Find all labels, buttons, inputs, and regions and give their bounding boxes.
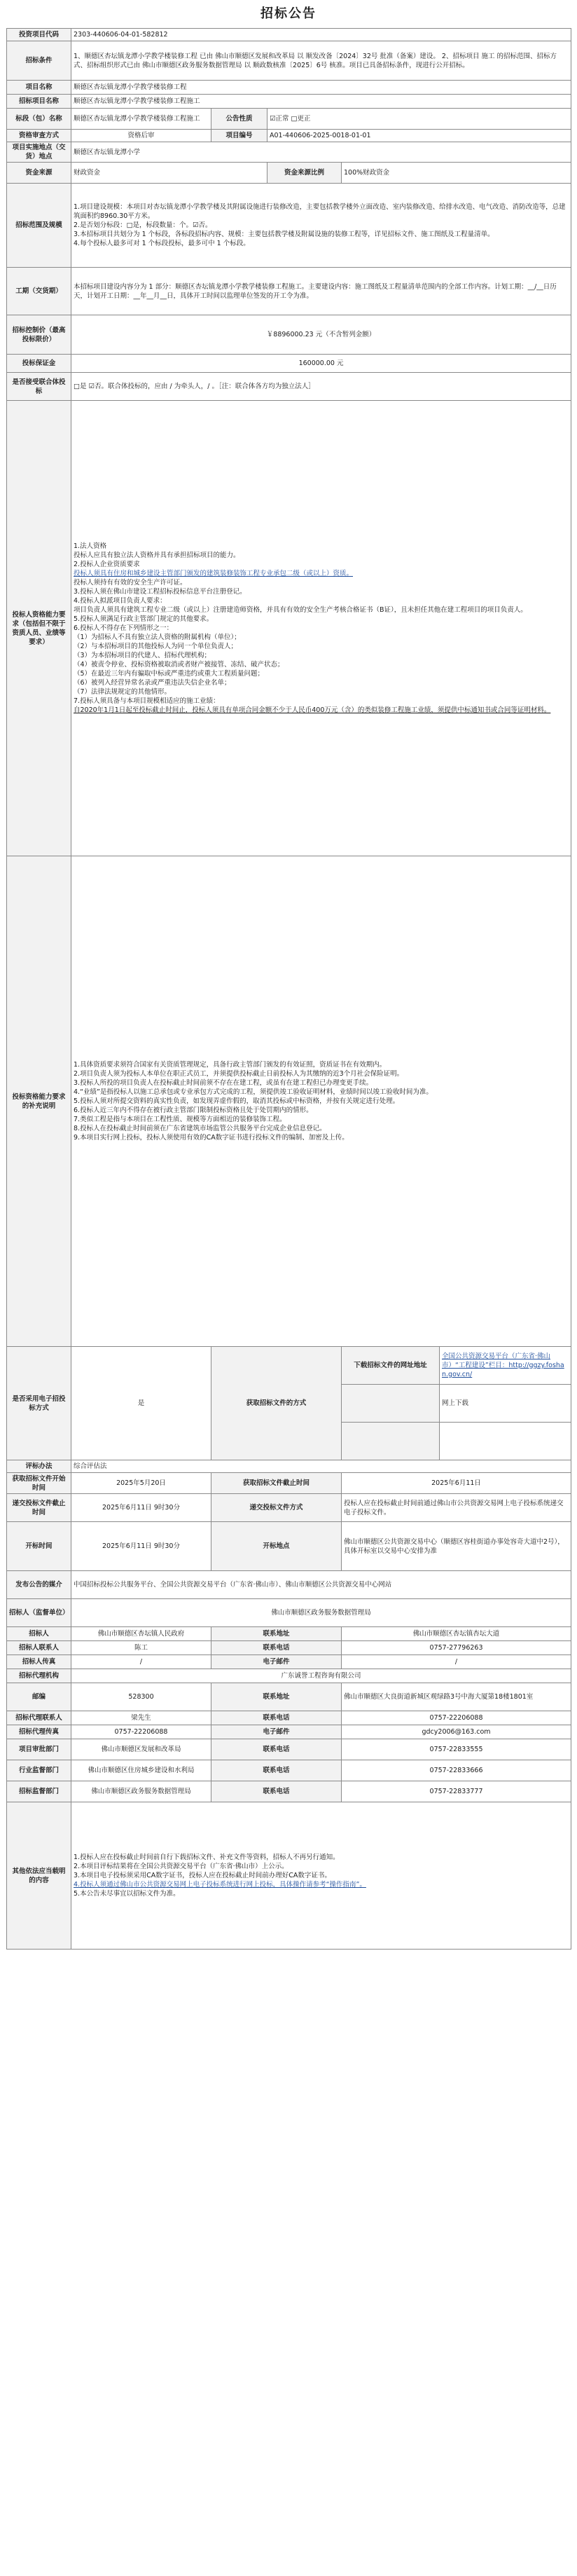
supplement-line: 7.类似工程是指与本项目在工程性质、规模等方面相近的装修装饰工程。	[74, 1116, 286, 1123]
row-tender-conditions	[7, 41, 571, 81]
qualification-line: （6）被列入经营异常名录或严重违法失信企业名单；	[74, 679, 231, 687]
opening-place-value: 佛山市顺德区公共资源交易中心（顺德区容桂街道办事处容奇大道中2号），具体开标室以交易中心安排为准	[342, 1522, 571, 1571]
tenderer-address-label: 联系地址	[211, 1627, 342, 1641]
qualification-line: （7）法律法规规定的其他情形。	[74, 688, 172, 696]
location-label: 项目实施地点（交货）地点	[7, 142, 71, 163]
qualification-line: （5）在最近三年内有骗取中标或严重违约或重大工程质量问题；	[74, 670, 265, 678]
scope-line: 1.项目建设规模：本项目对杏坛镇龙潭小学教学楼及其附属设施进行装修改造，主要包括教学楼外立面改造、室内装修改造、给排水改造、电气改造、消防改造等，总建筑面积约8960.30平方米。	[74, 203, 566, 220]
notice-table	[6, 28, 571, 1950]
row-opening	[7, 1522, 571, 1571]
agency-value: 广东诚誉工程咨询有限公司	[71, 1669, 571, 1683]
industry-phone-label: 联系电话	[211, 1760, 342, 1781]
opening-time-label: 开标时间	[7, 1522, 71, 1571]
agency-fax-label: 招标代理传真	[7, 1725, 71, 1739]
row-agency-header	[7, 1669, 571, 1683]
agency-fax-value: 0757-22206088	[71, 1725, 211, 1739]
electronic-label: 是否采用电子招投标方式	[7, 1347, 71, 1460]
supplement-line: 9.本项目实行网上投标，投标人须使用有效的CA数字证书进行投标文件的编制、加密及上传。	[74, 1134, 349, 1142]
qualification-line: 5.投标人须满足行政主管部门规定的其他要求。	[74, 615, 214, 623]
tender-project-name-label: 招标项目名称	[7, 95, 71, 109]
row-tenderer-fax	[7, 1655, 571, 1669]
schedule-label: 工期（交货期）	[7, 268, 71, 315]
submit-method-label: 递交投标文件方式	[211, 1494, 342, 1522]
submit-method-value: 投标人应在投标截止时间前通过佛山市公共资源交易网上电子投标系统递交电子投标文件。	[342, 1494, 571, 1522]
funds-ratio-value: 100%财政资金	[342, 163, 571, 184]
obtain-end-label: 获取招标文件截止时间	[211, 1473, 342, 1494]
agency-postcode-label: 邮编	[7, 1683, 71, 1711]
scope-line: 3.本招标项目共划分为 1 个标段，各标段招标内容、规模：主要包括教学楼及附属设施的装修工程等，详见招标文件、施工图纸及工程量清单。	[74, 231, 494, 238]
agency-phone-value: 0757-22206088	[342, 1711, 571, 1725]
qualification-line: （1）为招标人不具有独立法人资格的附属机构（单位）；	[74, 633, 241, 641]
row-project-code	[7, 29, 571, 41]
row-scope	[7, 184, 571, 268]
supplement-line: 4.“业绩”是指投标人以施工总承包或专业承包方式完成的工程，须提供竣工验收证明材料，业绩时间以竣工验收时间为准。	[74, 1088, 433, 1096]
scope-line: 2.是否划分标段：□是，标段数量：个。☑否。	[74, 221, 212, 229]
tender-conditions-label: 招标条件	[7, 41, 71, 81]
other-line: 1.投标人应在投标截止时间前自行下载招标文件、补充文件等资料，招标人不再另行通知。	[74, 1854, 340, 1861]
agency-email-value: gdcy2006@163.com	[342, 1725, 571, 1739]
deadline-value: 2025年6月11日 9时30分	[71, 1494, 211, 1522]
notice-nature-label: 公告性质	[211, 109, 267, 130]
qualification-line: 自2020年1月1日起至投标截止时间止，投标人须具有单项合同金额不少于人民币400万元（含）的类似装修工程施工业绩，须提供中标通知书或合同等证明材料。	[74, 706, 551, 714]
agency-label: 招标代理机构	[7, 1669, 71, 1683]
other-line: 3.本项目电子投标须采用CA数字证书，投标人应在投标截止时间前办理好CA数字证书。	[74, 1872, 331, 1879]
tender-conditions-text: 1、顺德区杏坛镇龙潭小学教学楼装修工程 已由 佛山市顺德区发展和改革局 以 顺发改备〔2024〕32号 批准（备案）建设。 2、招标项目 施工 的招标范围、招标方式、招标组织形式已由 佛山市顺德区政务服务数据管理局 以 顺政数核准〔2025〕6号 核准。项目已具备招标条件，现进行公开招标。	[71, 41, 571, 81]
registration-label: 资格审查方式	[7, 130, 71, 142]
tenderer-contact-label: 招标人联系人	[7, 1641, 71, 1655]
supplement-line: 3.投标人所投的项目负责人在投标截止时间前须不存在在建工程，或虽有在建工程但已办理变更手续。	[74, 1079, 373, 1087]
registration-value: 资格后审	[71, 130, 211, 142]
supervision-phone-label: 联系电话	[211, 1781, 342, 1802]
supervision-dept-value: 佛山市顺德区政务服务数据管理局	[71, 1781, 211, 1802]
tenderer-fax-label: 招标人传真	[7, 1655, 71, 1669]
qualification-line: （4）被责令停业、投标资格被取消或者财产被接管、冻结、破产状态；	[74, 661, 284, 669]
row-agency-fax	[7, 1725, 571, 1739]
row-tenderer	[7, 1627, 571, 1641]
supplement-line: 5.投标人须对所提交资料的真实性负责，如发现弄虚作假的，取消其投标或中标资格，并按有关规定进行处理。	[74, 1097, 400, 1105]
project-number-label: 项目编号	[211, 130, 267, 142]
agency-phone-value	[440, 1423, 571, 1460]
row-supplement	[7, 856, 571, 1347]
qualification-line: 2.投标人企业资质要求	[74, 561, 140, 568]
schedule-text: 本招标项目建设内容分为 1 部分：顺德区杏坛镇龙潭小学教学楼装修工程施工。主要建设内容：施工图纸及工程量清单范围内的全部工作内容。计划工期：__/__日历天，计划开工日期：__年__月__日，具体开工时间以监理单位签发的开工令为准。	[71, 268, 571, 315]
bond-value: 160000.00 元	[71, 355, 571, 373]
row-joint	[7, 373, 571, 401]
funds-label: 资金来源	[7, 163, 71, 184]
qualification-line: 投标人须持有有效的安全生产许可证。	[74, 579, 187, 587]
row-media	[7, 1571, 571, 1599]
obtain-method-value: 网上下载	[440, 1385, 571, 1423]
agency-phone-label: 联系电话	[211, 1711, 342, 1725]
qualification-line: 6.投标人不得存在下列情形之一：	[74, 624, 174, 632]
qualification-line: 1.法人资格	[74, 542, 107, 550]
row-supervisor	[7, 1599, 571, 1627]
project-name-value: 顺德区杏坛镇龙潭小学教学楼装修工程	[71, 81, 571, 95]
row-tenderer-contact	[7, 1641, 571, 1655]
row-approval-dept	[7, 1739, 571, 1760]
row-section	[7, 109, 571, 130]
bond-label: 投标保证金	[7, 355, 71, 373]
row-project-name	[7, 81, 571, 95]
qualification-line: 7.投标人须具备与本项目规模相适应的施工业绩：	[74, 697, 220, 705]
tenderer-value: 佛山市顺德区杏坛镇人民政府	[71, 1627, 211, 1641]
row-qualification	[7, 401, 571, 856]
row-industry-dept	[7, 1760, 571, 1781]
page-title: 招标公告	[260, 6, 317, 21]
qualification-line: 项目负责人须具有建筑工程专业二级（或以上）注册建造师资格，并具有有效的安全生产考核合格证书（B证），且未担任其他在建工程项目的项目负责人。	[74, 606, 527, 614]
project-number-value: A01-440606-2025-0018-01-01	[267, 130, 571, 142]
row-agency	[7, 1683, 571, 1711]
obtain-method-label: 获取招标文件的方式	[211, 1347, 342, 1460]
obtain-start-label: 获取招标文件开始时间	[7, 1473, 71, 1494]
location-value: 顺德区杏坛镇龙潭小学	[71, 142, 571, 163]
industry-dept-value: 佛山市顺德区住房城乡建设和水利局	[71, 1760, 211, 1781]
supplement-line: 6.投标人近三年内不得存在被行政主管部门限制投标资格且处于处罚期内的情形。	[74, 1107, 313, 1114]
supplement-line: 1.具体资质要求须符合国家有关资质管理规定，具备行政主管部门颁发的有效证照，资质证书在有效期内。	[74, 1061, 387, 1069]
tenderer-address-value: 佛山市顺德区杏坛镇杏坛大道	[342, 1627, 571, 1641]
project-code-label: 投资项目代码	[7, 29, 71, 41]
joint-text: □是 ☑否。联合体投标的，应由 / 为牵头人，/ 。［注：联合体各方均为独立法人］	[71, 373, 571, 401]
agency-address-label: 联系地址	[211, 1683, 342, 1711]
row-tender-project-name	[7, 95, 571, 109]
agency-contact-value: 梁先生	[71, 1711, 211, 1725]
industry-phone-value: 0757-22833666	[342, 1760, 571, 1781]
qualification-line: 投标人应具有独立法人资格并具有承担招标项目的能力。	[74, 551, 240, 559]
tenderer-contact-value: 陈工	[71, 1641, 211, 1655]
supervisor-value: 佛山市顺德区政务服务数据管理局	[71, 1599, 571, 1627]
scope-label: 招标范围及规模	[7, 184, 71, 268]
row-schedule	[7, 268, 571, 315]
approval-phone-label: 联系电话	[211, 1739, 342, 1760]
approval-phone-value: 0757-22833555	[342, 1739, 571, 1760]
approval-dept-label: 项目审批部门	[7, 1739, 71, 1760]
row-agency-contact	[7, 1711, 571, 1725]
joint-label: 是否接受联合体投标	[7, 373, 71, 401]
tenderer-fax-value: /	[71, 1655, 211, 1669]
qualification-line: 4.投标人拟派项目负责人要求：	[74, 597, 167, 605]
supervisor-label: 招标人（监督单位）	[7, 1599, 71, 1627]
control-price-value: ￥8896000.23 元（不含暂列金额）	[71, 315, 571, 355]
agency-postcode-value: 528300	[71, 1683, 211, 1711]
approval-dept-value: 佛山市顺德区发展和改革局	[71, 1739, 211, 1760]
row-other	[7, 1802, 571, 1950]
tenderer-phone-value: 0757-27796263	[342, 1641, 571, 1655]
supervision-phone-value: 0757-22833777	[342, 1781, 571, 1802]
qualification-line: （2）与本招标项目的其他投标人为同一个单位负责人；	[74, 643, 238, 650]
media-value: 中国招标投标公共服务平台、全国公共资源交易平台（广东省·佛山市）、佛山市顺德区公共资源交易中心网站	[71, 1571, 571, 1599]
opening-time-value: 2025年6月11日 9时30分	[71, 1522, 211, 1571]
tenderer-phone-label: 联系电话	[211, 1641, 342, 1655]
download-site-link[interactable]: 全国公共资源交易平台（广东省·佛山市）“工程建设”栏目：http://ggzy.foshan.gov.cn/	[440, 1347, 571, 1385]
other-content	[71, 1802, 571, 1950]
supplement-line: 2.项目负责人须为投标人本单位在职正式员工，并须提供投标截止日前投标人为其缴纳的近3个月社会保险证明。	[74, 1070, 404, 1078]
supplement-label: 投标资格能力要求的补充说明	[7, 856, 71, 1347]
agency-phone-label	[342, 1423, 440, 1460]
obtain-method-sub-label	[342, 1385, 440, 1423]
row-funds	[7, 163, 571, 184]
tender-project-name-value: 顺德区杏坛镇龙潭小学教学楼装修工程施工	[71, 95, 571, 109]
other-line: 4.投标人须通过佛山市公共资源交易网上电子投标系统进行网上投标，具体操作请参考“操作指南”。	[74, 1881, 366, 1889]
tenderer-email-value: /	[342, 1655, 571, 1669]
row-bond	[7, 355, 571, 373]
supervision-dept-label: 招标监督部门	[7, 1781, 71, 1802]
section-label: 标段（包）名称	[7, 109, 71, 130]
project-name-label: 项目名称	[7, 81, 71, 95]
project-code-value: 2303-440606-04-01-582812	[71, 29, 571, 41]
qualification-line: （3）为本招标项目的代建人、招标代理机构；	[74, 652, 211, 659]
row-electronic-1	[7, 1347, 571, 1385]
row-location	[7, 142, 571, 163]
download-site-label: 下载招标文件的网址地址	[342, 1347, 440, 1385]
scope-line: 4.每个投标人最多可对 1 个标段投标，最多可中 1 个标段。	[74, 240, 250, 247]
row-supervision-dept	[7, 1781, 571, 1802]
supplement-content	[71, 856, 571, 1347]
funds-ratio-label: 资金来源比例	[267, 163, 342, 184]
deadline-label: 递交投标文件截止时间	[7, 1494, 71, 1522]
row-evaluation	[7, 1460, 571, 1473]
section-value: 顺德区杏坛镇龙潭小学教学楼装修工程施工	[71, 109, 211, 130]
scope-content	[71, 184, 571, 268]
evaluation-label: 评标办法	[7, 1460, 71, 1473]
funds-value: 财政资金	[71, 163, 267, 184]
qualification-label: 投标人资格能力要求（包括但不限于资质人员、业绩等要求）	[7, 401, 71, 856]
electronic-value: 是	[71, 1347, 211, 1460]
qualification-line: 3.投标人须在佛山市建设工程招标投标信息平台注册登记。	[74, 588, 246, 596]
evaluation-value: 综合评估法	[71, 1460, 571, 1473]
obtain-start-value: 2025年5月20日	[71, 1473, 211, 1494]
row-obtain-time	[7, 1473, 571, 1494]
agency-contact-label: 招标代理联系人	[7, 1711, 71, 1725]
other-label: 其他依法应当载明的内容	[7, 1802, 71, 1950]
media-label: 发布公告的媒介	[7, 1571, 71, 1599]
other-line: 2.本项目评标结果将在全国公共资源交易平台（广东省·佛山市）上公示。	[74, 1863, 288, 1870]
tenderer-email-label: 电子邮件	[211, 1655, 342, 1669]
other-line: 5.本公告未尽事宜以招标文件为准。	[74, 1890, 180, 1898]
qualification-content	[71, 401, 571, 856]
tenderer-label: 招标人	[7, 1627, 71, 1641]
row-deadline	[7, 1494, 571, 1522]
industry-dept-label: 行业监督部门	[7, 1760, 71, 1781]
notice-nature-value: ☑正常 □更正	[267, 109, 571, 130]
opening-place-label: 开标地点	[211, 1522, 342, 1571]
row-control-price	[7, 315, 571, 355]
obtain-end-value: 2025年6月11日	[342, 1473, 571, 1494]
agency-address-value: 佛山市顺德区大良街道新城区观绿路3号中海大厦第18楼1801室	[342, 1683, 571, 1711]
row-section-code	[7, 130, 571, 142]
control-price-label: 招标控制价（最高投标限价）	[7, 315, 71, 355]
supplement-line: 8.投标人在投标截止时间前须在广东省建筑市场监管公共服务平台完成企业信息登记。	[74, 1125, 326, 1132]
qualification-line: 投标人须具有住房和城乡建设主管部门颁发的建筑装修装饰工程专业承包二级（或以上）资质。	[74, 570, 354, 577]
agency-email-label: 电子邮件	[211, 1725, 342, 1739]
